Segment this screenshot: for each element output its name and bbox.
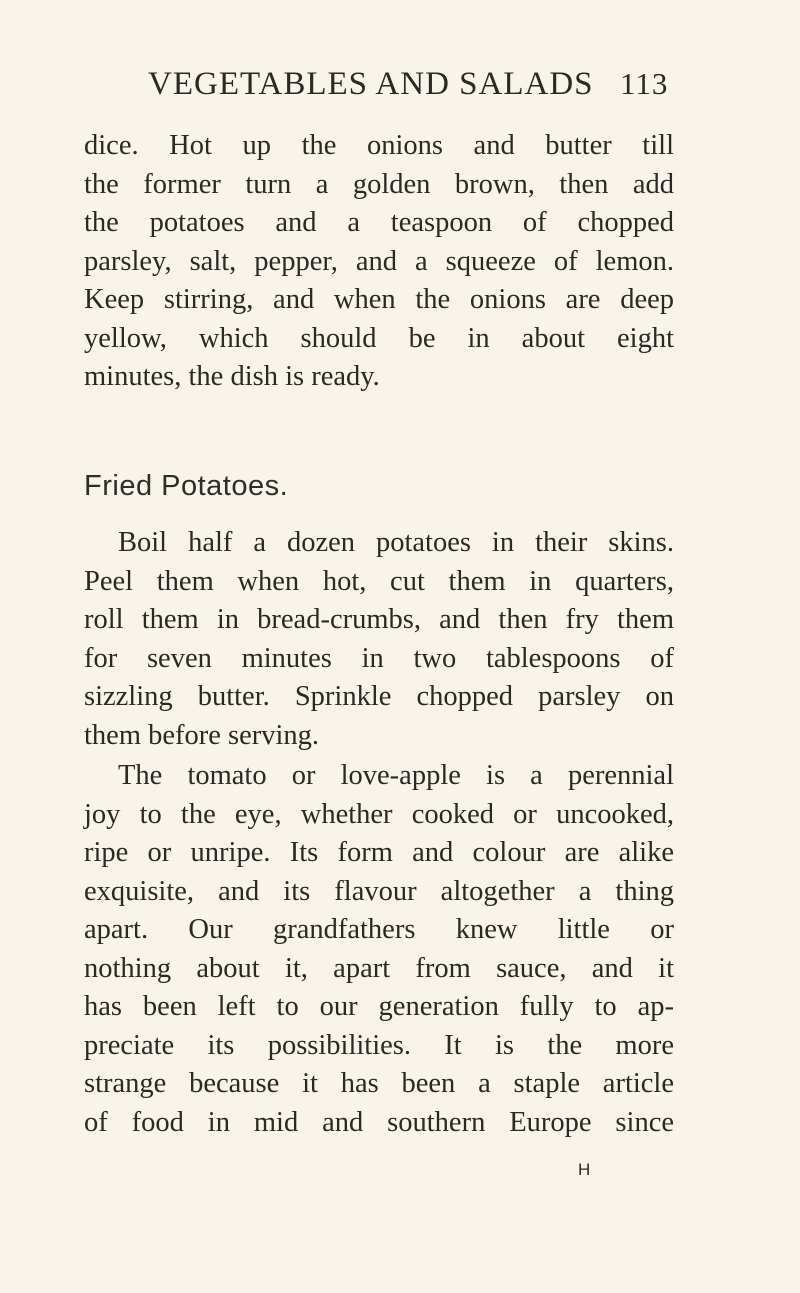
paragraph-fried-potatoes (84, 524, 674, 755)
text-line: yellow, which should be in about eight (84, 322, 674, 354)
running-head-title: VEGETABLES AND SALADS (148, 66, 594, 102)
text-line: the potatoes and a teaspoon of chopped (84, 207, 674, 238)
text-line: apart. Our grandfathers knew little or (84, 914, 674, 945)
text-line: parsley, salt, pepper, and a squeeze of lemon. (84, 245, 674, 277)
text-line: dice. Hot up the onions and butter till (84, 130, 674, 161)
text-line: roll them in bread-crumbs, and then fry them (84, 604, 674, 635)
text-line: strange because it has been a staple article (84, 1068, 674, 1099)
text-line: sizzling butter. Sprinkle chopped parsley on (84, 681, 674, 712)
text-line: Keep stirring, and when the onions are deep (84, 284, 674, 315)
section-heading: Fried Potatoes. (84, 470, 289, 502)
paragraph-continued (84, 127, 674, 397)
text-line: Boil half a dozen potatoes in their skins. (118, 527, 674, 558)
page-number: 113 (620, 66, 669, 101)
text-line: joy to the eye, whether cooked or uncooked, (84, 798, 674, 830)
paragraph-tomato (84, 757, 674, 1142)
text-line: of food in mid and southern Europe since (84, 1106, 674, 1138)
text-line: exquisite, and its flavour altogether a thing (84, 875, 674, 907)
text-line: ripe or unripe. Its form and colour are alike (84, 837, 674, 868)
text-line: them before serving. (84, 719, 320, 751)
text-line: for seven minutes in two tablespoons of (84, 642, 674, 674)
text-line: the former turn a golden brown, then add (84, 168, 674, 200)
text-line: The tomato or love-apple is a perennial (118, 760, 674, 791)
text-line: nothing about it, apart from sauce, and it (84, 952, 674, 984)
text-line: preciate its possibilities. It is the more (84, 1029, 674, 1061)
signature-mark: H (578, 1160, 591, 1179)
text-line: has been left to our generation fully to ap- (84, 991, 674, 1022)
text-line: Peel them when hot, cut them in quarters, (84, 565, 674, 597)
running-head (148, 66, 669, 103)
text-line: minutes, the dish is ready. (84, 361, 380, 392)
